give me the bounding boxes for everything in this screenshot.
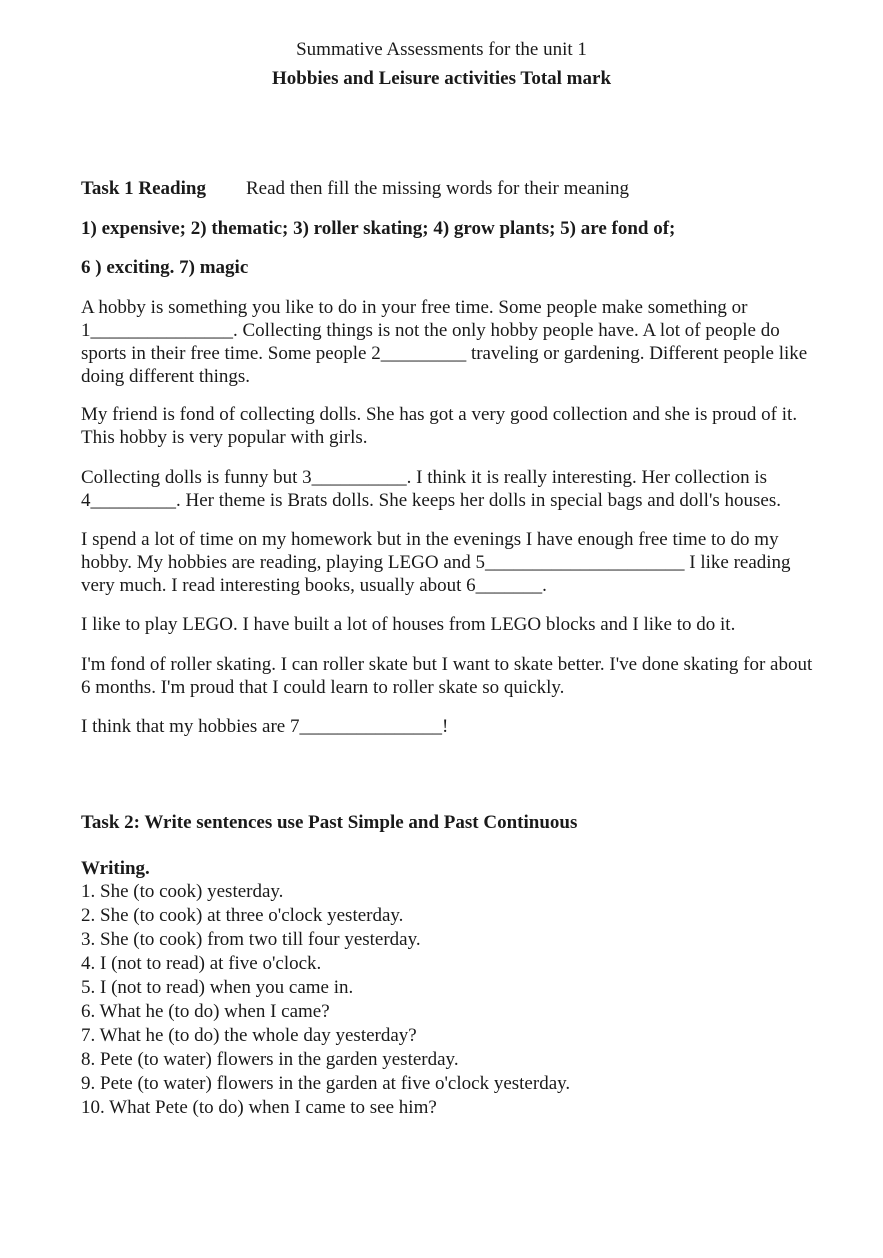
list-item: 10. What Pete (to do) when I came to see him? xyxy=(81,1097,437,1118)
reading-paragraph xyxy=(81,715,861,738)
reading-paragraph xyxy=(81,528,861,597)
paragraph-line: I spend a lot of time on my homework but in the evenings I have enough free time to do my xyxy=(81,529,779,550)
paragraph-line: very much. I read interesting books, usually about 6_______. xyxy=(81,575,547,596)
paragraph-line: 1_______________. Collecting things is not the only hobby people have. A lot of people do xyxy=(81,320,780,341)
paragraph-line: A hobby is something you like to do in your free time. Some people make something or xyxy=(81,297,748,318)
list-item: 7. What he (to do) the whole day yesterday? xyxy=(81,1025,417,1046)
paragraph-line: doing different things. xyxy=(81,366,251,387)
paragraph-line: hobby. My hobbies are reading, playing LEGO and 5_____________________ I like reading xyxy=(81,552,791,573)
list-item: 8. Pete (to water) flowers in the garden yesterday. xyxy=(81,1049,459,1070)
document-title: Summative Assessments for the unit 1 xyxy=(296,39,587,60)
task1-heading xyxy=(81,177,861,200)
paragraph-line: My friend is fond of collecting dolls. She has got a very good collection and she is proud of it. xyxy=(81,404,798,425)
writing-label: Writing. xyxy=(81,858,150,879)
list-item: 9. Pete (to water) flowers in the garden at five o'clock yesterday. xyxy=(81,1073,571,1094)
paragraph-line: Collecting dolls is funny but 3__________. I think it is really interesting. Her collection is xyxy=(81,467,768,488)
paragraph-line: I'm fond of roller skating. I can roller skate but I want to skate better. I've done skating for about xyxy=(81,654,813,675)
list-item: 4. I (not to read) at five o'clock. xyxy=(81,953,322,974)
list-item: 3. She (to cook) from two till four yesterday. xyxy=(81,929,421,950)
paragraph-line: 4_________. Her theme is Brats dolls. She keeps her dolls in special bags and doll's houses. xyxy=(81,490,781,511)
task1-label: Task 1 Reading xyxy=(81,178,206,199)
paragraph-line: sports in their free time. Some people 2_________ traveling or gardening. Different people like xyxy=(81,343,808,364)
word-bank-line-2: 6 ) exciting. 7) magic xyxy=(81,257,249,278)
list-item: 6. What he (to do) when I came? xyxy=(81,1001,330,1022)
paragraph-line: I think that my hobbies are 7_______________! xyxy=(81,716,449,737)
reading-paragraph xyxy=(81,403,861,449)
list-item: 5. I (not to read) when you came in. xyxy=(81,977,354,998)
reading-paragraph xyxy=(81,296,861,388)
task1-instruction: Read then fill the missing words for their meaning xyxy=(245,178,630,199)
reading-paragraph xyxy=(81,466,861,512)
paragraph-line: 6 months. I'm proud that I could learn to roller skate so quickly. xyxy=(81,677,565,698)
reading-paragraph xyxy=(81,613,861,636)
paragraph-line: I like to play LEGO. I have built a lot of houses from LEGO blocks and I like to do it. xyxy=(81,614,736,635)
word-bank-line-1: 1) expensive; 2) thematic; 3) roller skating; 4) grow plants; 5) are fond of; xyxy=(81,218,676,239)
list-item: 2. She (to cook) at three o'clock yesterday. xyxy=(81,905,404,926)
reading-paragraph xyxy=(81,653,861,699)
task2-heading: Task 2: Write sentences use Past Simple and Past Continuous xyxy=(81,812,578,833)
document-subtitle: Hobbies and Leisure activities Total mark xyxy=(271,68,612,89)
writing-exercise-list xyxy=(81,880,861,1120)
list-item: 1. She (to cook) yesterday. xyxy=(81,881,284,902)
paragraph-line: This hobby is very popular with girls. xyxy=(81,427,368,448)
